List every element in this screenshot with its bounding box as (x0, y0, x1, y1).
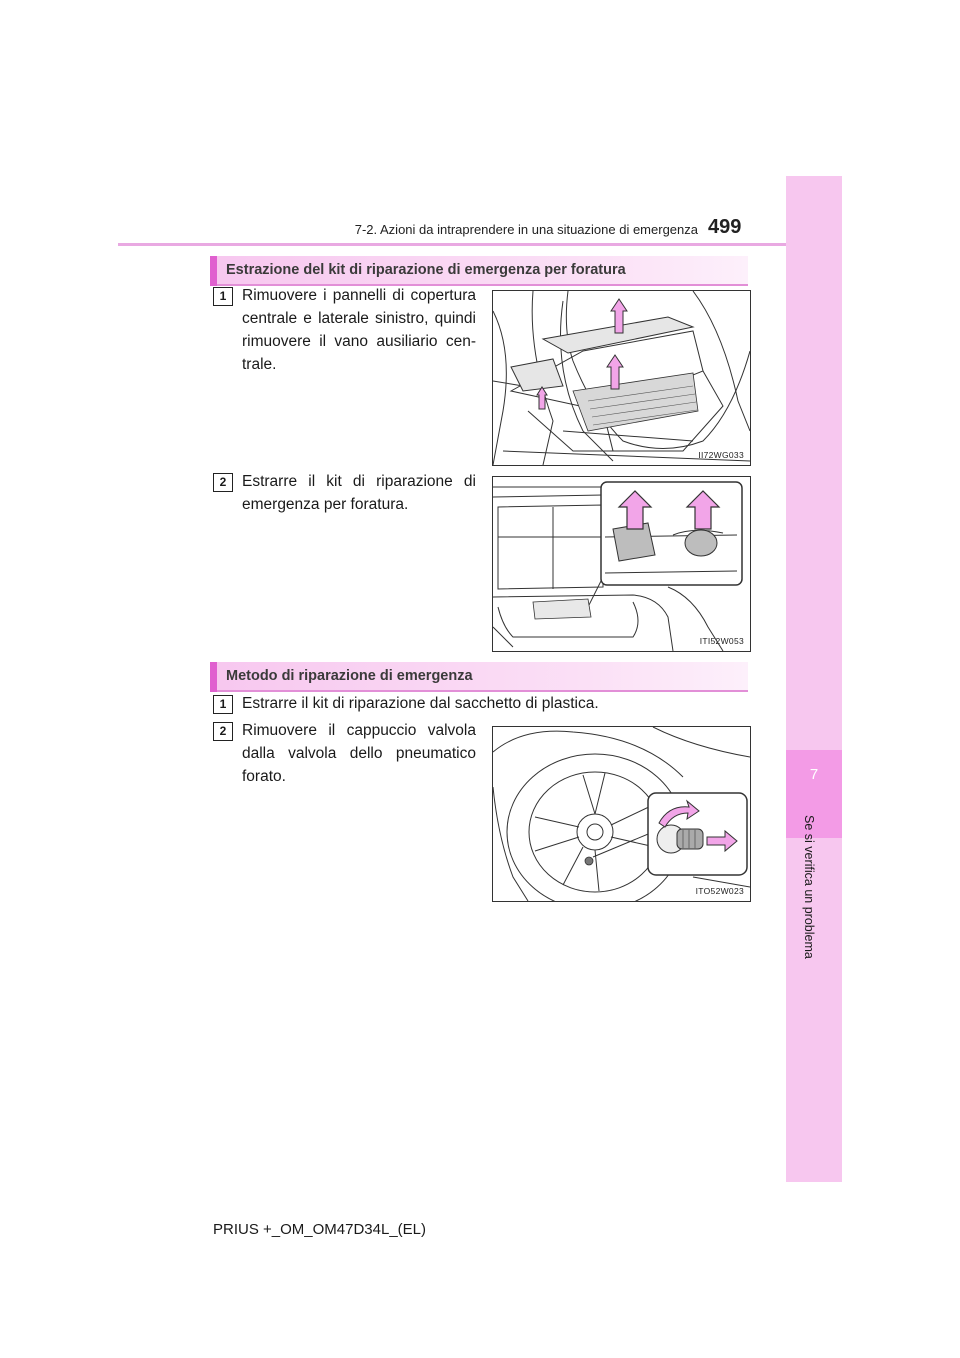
step-number-badge: 1 (213, 695, 233, 714)
illustration-kit-compartment (493, 477, 750, 651)
step-text: Rimuovere i pannelli di copertura centrale e laterale sinistro, quindi rimuovere il vano ausiliario cen-trale. (242, 287, 476, 373)
document-id: PRIUS +_OM_OM47D34L_(EL) (213, 1221, 427, 1238)
section-header-kit-removal (210, 256, 748, 286)
section-title: Estrazione del kit di riparazione di emergenza per foratura (226, 262, 626, 278)
illustration-wheel-valve (493, 727, 750, 901)
figure-kit-location (492, 476, 751, 652)
chapter-side-tab (786, 176, 842, 1182)
figure-luggage-compartment (492, 290, 751, 466)
section-title: Metodo di riparazione di emergenza (226, 668, 473, 684)
section-header-bar (210, 662, 217, 692)
running-header: 7-2. Azioni da intraprendere in una situazione di emergenza (354, 222, 698, 237)
step-number-badge: 2 (213, 722, 233, 741)
page-number: 499 (708, 216, 742, 238)
header-rule (118, 243, 786, 246)
illustration-trunk-panels (493, 291, 750, 465)
figure-valve-cap (492, 726, 751, 902)
figure-code: ITO52W023 (695, 886, 744, 896)
step-text: Estrarre il kit di riparazione di emergenza per foratura. (242, 473, 476, 513)
step-number-badge: 2 (213, 473, 233, 492)
section-header-bar (210, 256, 217, 286)
step-text: Rimuovere il cappuccio valvola dalla valvola dello pneumatico forato. (242, 722, 476, 785)
step-text: Estrarre il kit di riparazione dal sacchetto di plastica. (242, 695, 599, 712)
chapter-title-vertical (800, 815, 820, 975)
figure-code: ITI52W053 (699, 636, 744, 646)
figure-code: II72WG033 (698, 450, 744, 460)
chapter-number: 7 (809, 766, 819, 783)
section-header-repair-method (210, 662, 748, 692)
chapter-title: Se si verifica un problema (802, 815, 816, 959)
step-number-badge: 1 (213, 287, 233, 306)
